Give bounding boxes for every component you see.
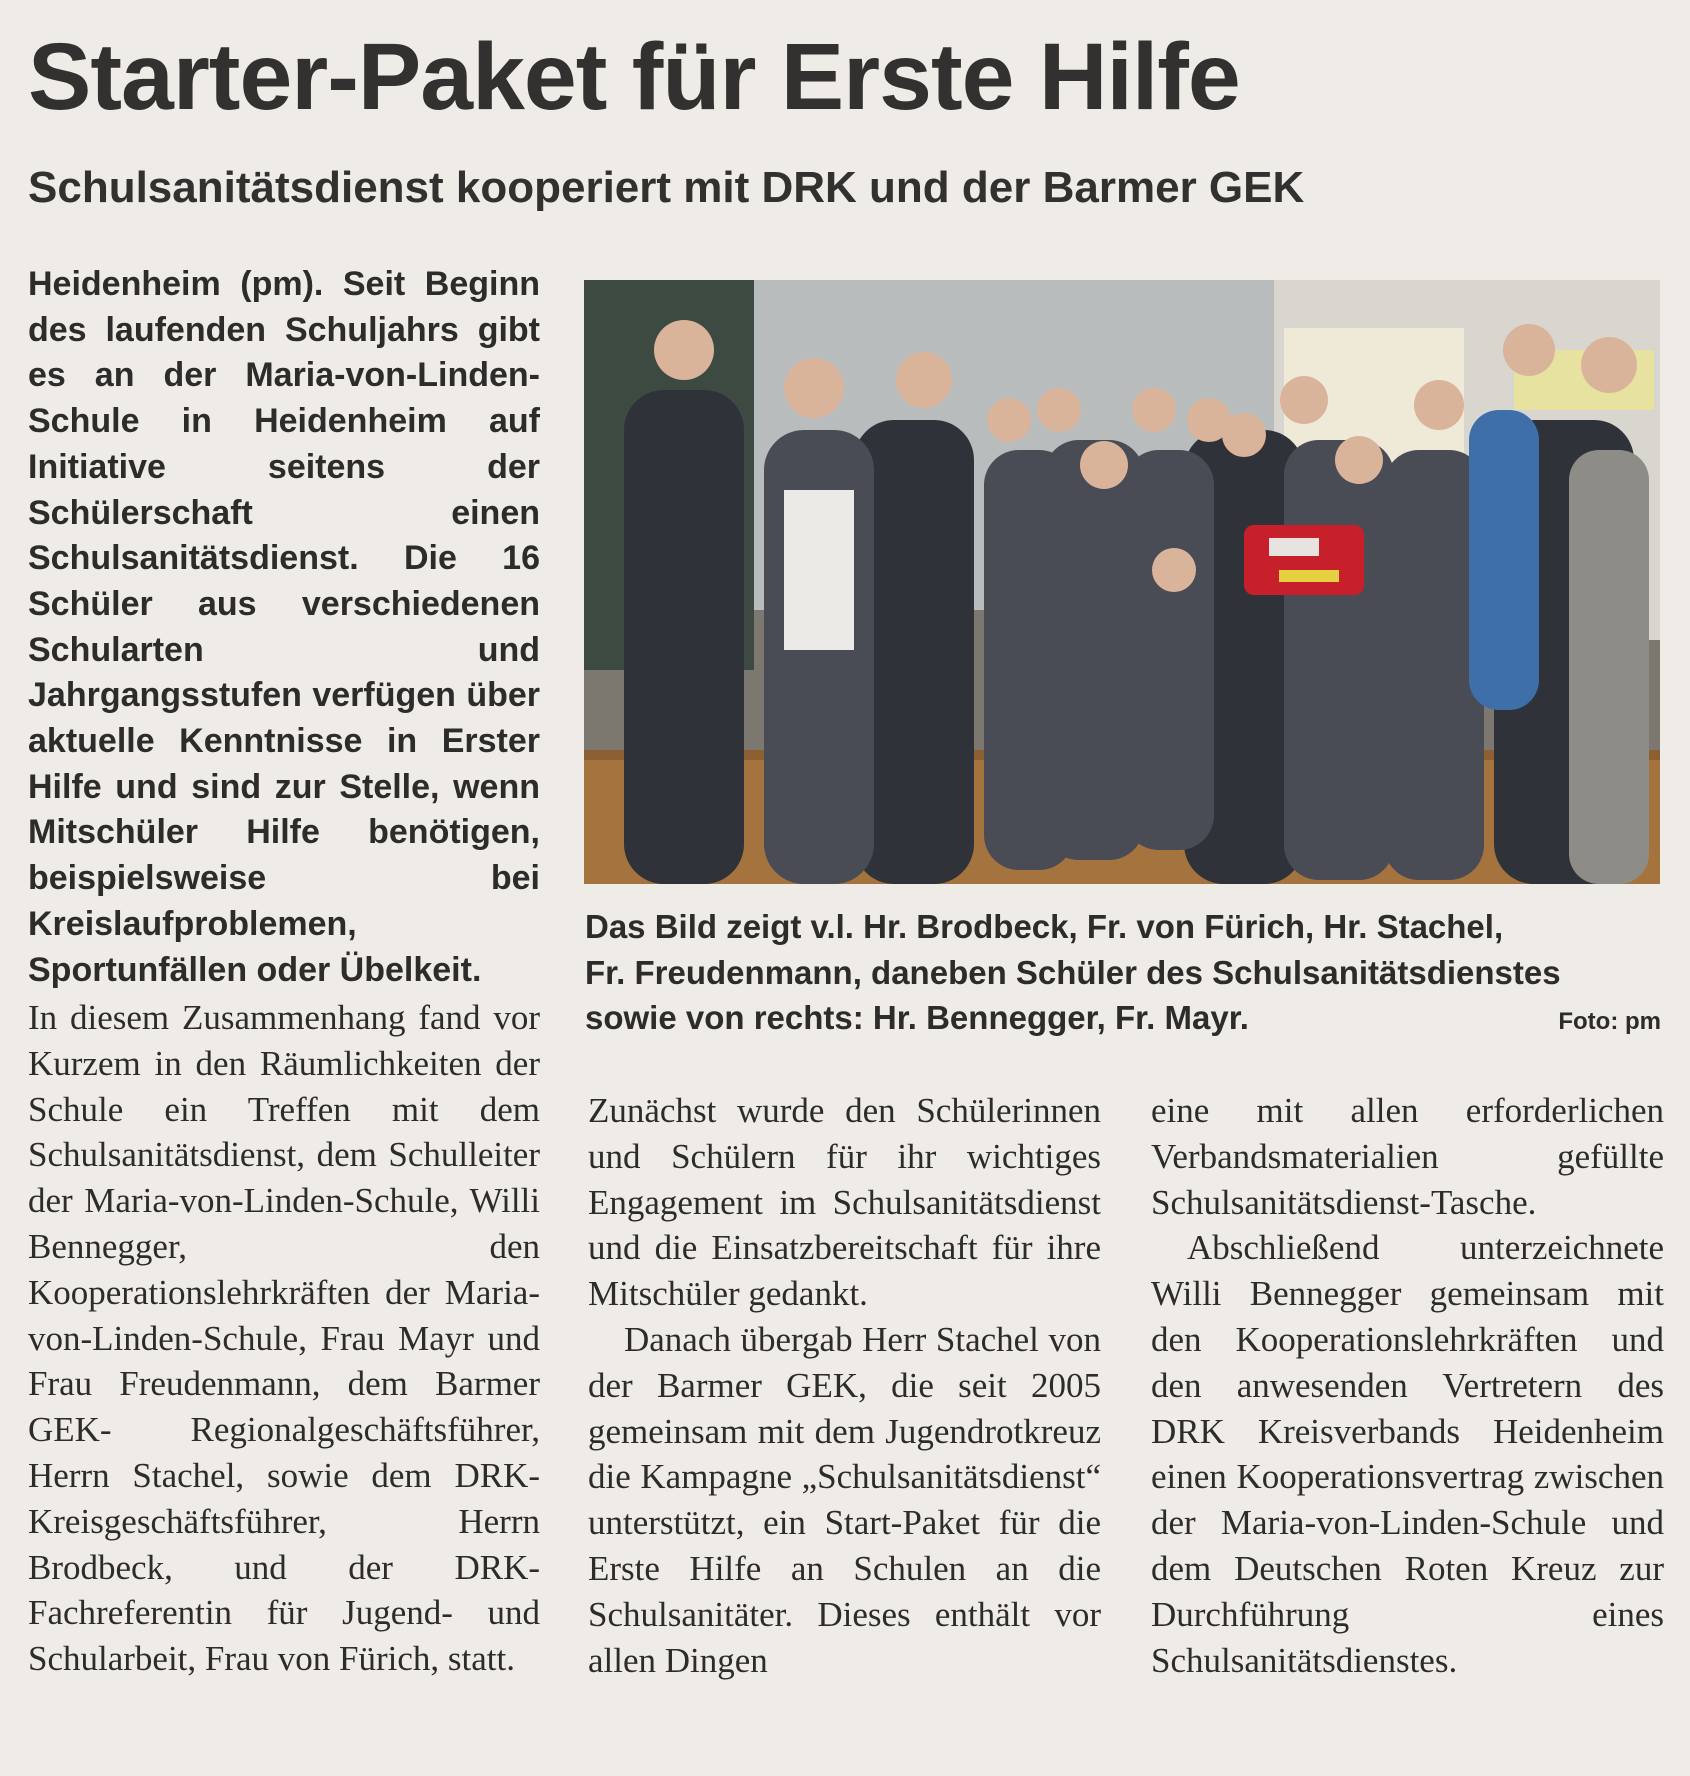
subheadline: Schulsanitätsdienst kooperiert mit DRK und der Barmer GEK <box>28 163 1305 212</box>
body-column-3 <box>1151 1088 1664 1683</box>
caption-line: Fr. Freudenmann, daneben Schüler des Schulsanitätsdienstes <box>585 953 1561 991</box>
lead-paragraph: Heidenheim (pm). Seit Beginn des laufenden Schuljahrs gibt es an der Maria-von-Linden-Schule in Heidenheim auf Initiative seitens der Schülerschaft einen Schulsanitätsdienst. Die 16 Schüler aus verschiedenen Schularten und Jahrgangsstufen verfügen über aktuelle Kenntnisse in Erster Hilfe und sind zur Stelle, wenn Mitschüler Hilfe benötigen, beispielsweise bei Kreislaufproblemen, Sportunfällen oder Übelkeit. <box>28 265 540 989</box>
caption-line: sowie von rechts: Hr. Bennegger, Fr. Mayr. <box>585 999 1249 1036</box>
caption-line: Das Bild zeigt v.l. Hr. Brodbeck, Fr. von Fürich, Hr. Stachel, <box>585 908 1504 945</box>
headline: Starter-Paket für Erste Hilfe <box>28 24 1240 130</box>
group-photo <box>584 280 1660 884</box>
first-aid-bag <box>1244 525 1364 595</box>
body-paragraph: Zunächst wurde den Schülerinnen und Schülern für ihr wichtiges Engagement im Schulsanitätsdienst und die Einsatzbereitschaft für ihre Mitschüler gedankt. <box>588 1091 1101 1314</box>
body-paragraph: In diesem Zusammenhang fand vor Kurzem in den Räumlichkeiten der Schule ein Treffen mit dem Schulsanitätsdienst, dem Schulleiter der Maria-von-Linden-Schule, Willi Bennegger, den Kooperationslehrkräften der Maria-von-Linden-Schule, Frau Mayr und Frau Freudenmann, dem Barmer GEK- Regionalgeschäftsführer, Herrn Stachel, sowie dem DRK-Kreisgeschäftsführer, Herrn Brodbeck, und der DRK-Fachreferentin für Jugend- und Schularbeit, Frau von Fürich, statt. <box>28 998 540 1679</box>
photo-caption <box>585 904 1661 1045</box>
body-paragraph: Danach übergab Herr Stachel von der Barmer GEK, die seit 2005 gemeinsam mit dem Jugendrotkreuz die Kampagne „Schulsanitätsdienst“ unterstützt, ein Start-Paket für die Erste Hilfe an Schulen an die Schulsanitäter. Dieses enthält vor allen Dingen <box>588 1319 1101 1680</box>
photo-credit: Foto: pm <box>1558 1008 1661 1035</box>
body-column-1 <box>28 995 540 1682</box>
body-paragraph: eine mit allen erforderlichen Verbandsmaterialien gefüllte Schulsanitätsdienst-Tasche. <box>1151 1091 1664 1222</box>
body-paragraph: Abschließend unterzeichnete Willi Bennegger gemeinsam mit den Kooperationslehrkräften und den anwesenden Vertretern des DRK Kreisverbands Heidenheim einen Kooperationsvertrag zwischen der Maria-von-Linden-Schule und dem Deutschen Roten Kreuz zur Durchführung eines Schulsanitätsdienstes. <box>1151 1228 1664 1680</box>
body-column-2 <box>588 1088 1101 1683</box>
